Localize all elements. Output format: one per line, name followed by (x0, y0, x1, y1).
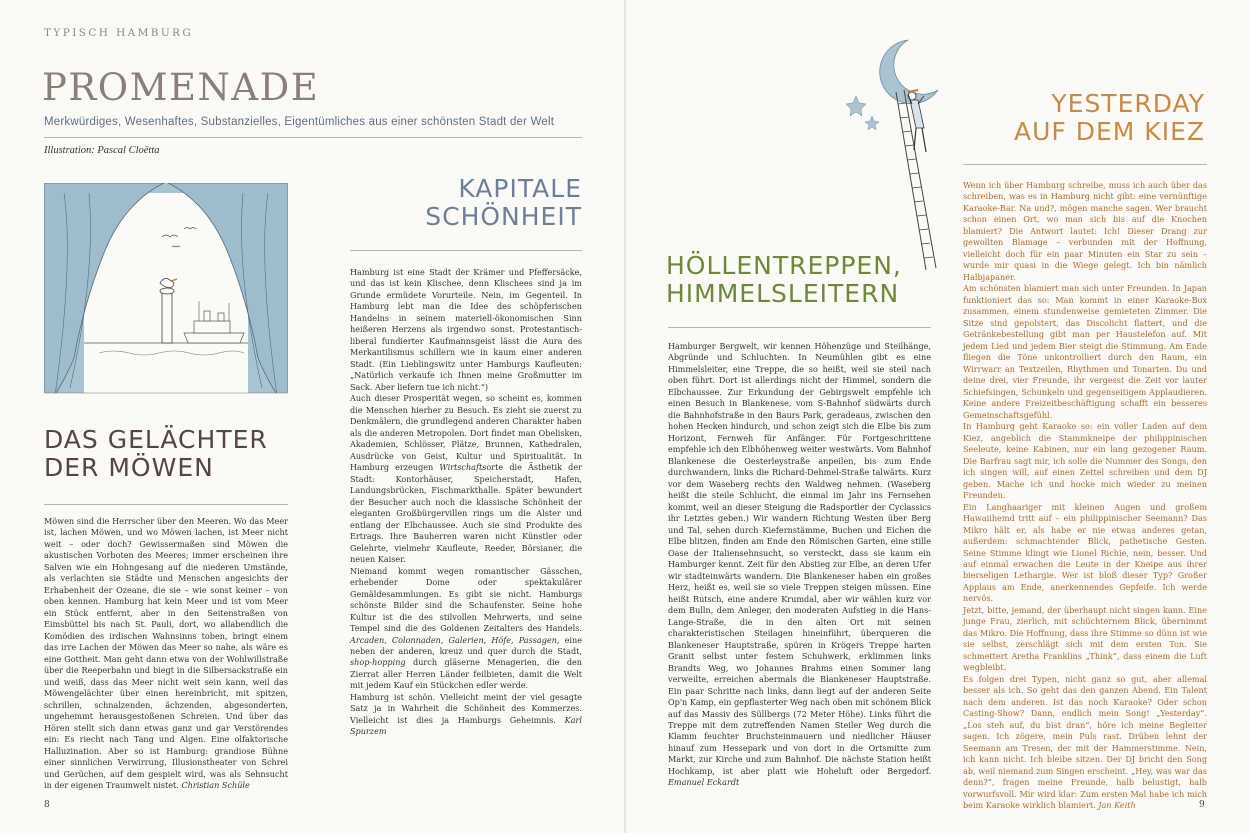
moewen-title (44, 426, 268, 482)
kapitale-title-line2: SCHÖNHEIT (425, 202, 582, 231)
curtain-stage-illustration (44, 183, 288, 411)
kiez-author: Jan Keith (1098, 800, 1136, 811)
kiez-divider (963, 164, 1207, 165)
kiez-para-3: In Hamburg geht Karaoke so: ein voller Laden auf dem Kiez, angeblich die Stammkneipe der philippinischen Seeleute, keine Kabinen, nur ein lang gezogener Raum. Die Barfrau sagt mir, ich solle die Nummer des Songs, den ich singen will, auf einen Zettel schreiben und dem DJ geben. Mache ich und hocke mich wieder zu meinen Freunden. (963, 421, 1207, 501)
kapitale-para-3-b: eine neben der anderen, kreuz und quer durch die Stadt, (350, 634, 582, 656)
page-gutter (624, 0, 626, 833)
kapitale-divider (350, 250, 582, 251)
hoelle-title-line2: HIMMELSLEITERN (666, 279, 900, 308)
kiez-para-1: Wenn ich über Hamburg schreibe, muss ich auch über das schreiben, was es in Hamburg nicht gibt: eine vernünftige Karaoke-Bar. Na und?, mögen manche sagen. Wer braucht schon einen Ort, wo man sich bis auf die Knochen blamiert? Die Antwort lautet: Ich! Dieser Drang zur gewollten Blamage – verbunden mit der Hoffnung, vielleicht doch für ein paar Minuten ein Star zu sein – wurde mir quasi in die Wiege gelegt. Ich bin nämlich Halbjapaner. (963, 180, 1207, 282)
moewen-title-line2: DER MÖWEN (44, 453, 214, 482)
kapitale-para-2-b: orte die Ästhetik der Stadt: Kontorhäuser, Speicherstadt, Hafen, Landungsbrücken, Fischmarkthalle. Später bewundert der Besucher auch noch die klassische Schönheit der eleganten Großbürgervillen rings um die Alster und entlang der Elbchaussee. Auch sie sind Produkte des Ertrags. Ihre Bauherren waren nicht Künstler oder Gelehrte, vielmehr Kaufleute, Reeder, Börsianer, die neuen Kaiser. (350, 462, 582, 565)
moewen-title-line1: DAS GELÄCHTER (44, 425, 268, 454)
kiez-para-2: Am schönsten blamiert man sich unter Freunden. In Japan funktioniert das so: Man kommt in einer Karaoke-Box zusammen, einem stundenweise gemieteten Zimmer. Die Sitze sind gepolstert, das Discolicht flattert, und die Getränkebestellung gibt man per Haustelefon auf. Mit jedem Lied und jedem Bier steigt die Stimmung. Am Ende fliegen die Töne unkontrolliert durch den Raum, ein Wirrwarr an Textzeilen, Rhythmen und Tonarten. Du und deine drei, vier Freunde, ihr vergesst die Zeit vor lauter Schiefsingen, Schunkeln und gegenseitigem Applaudieren. Keine andere Freizeitbeschäftigung schafft ein besseres Gemeinschaftsgefühl. (963, 283, 1207, 420)
hoelle-author: Emanuel Eckardt (668, 777, 740, 788)
moewen-article-body (44, 516, 288, 792)
kiez-title-line1: YESTERDAY (1051, 89, 1205, 118)
kapitale-para-2 (350, 393, 582, 565)
page-number-left: 8 (44, 800, 50, 810)
title-divider (44, 137, 582, 138)
moewen-divider (44, 504, 288, 505)
kapitale-para-2-a: Auch dieser Prosperität wegen, so scheint es, kommen die Menschen hierher zu Besuch. Es zieht sie zuerst zu Denkmälern, die grundlegend anderen Charakter haben als die anderen Metropolen. Dort findet man Obelisken, Akademien, Schlösser, Plätze, Brunnen, Kathedralen, Ausdrücke von Geist, Kultur und Spiritualität. In Hamburg erzeugen (350, 393, 582, 473)
hoelle-body-text: Hamburger Bergwelt, wir kennen Höhenzüge und Steilhänge, Abgründe und Schluchten. In Neumühlen gibt es eine Himmelsleiter, eine Treppe, die so heißt, weil sie steil nach oben führt. Dort ist allerdings nicht der Himmel, sondern die Elbchaussee. Zur Erkundung der Gebirgswelt empfehle ich einen Besuch in Blankenese, vom S-Bahnhof südwärts durch die Bahnhofstraße in den Baurs Park, geradeaus, zwischen den hohen Hecken hindurch, und schon zeigt sich die Elbe bis zum Horizont, Fernweh für Anfänger. Für Fortgeschrittene empfehle ich den Elbhöhenweg weiter westwärts. Vom Bahnhof Blankenese die Oesterleystraße anpeilen, bis zum Ende durchwandern, links die Richard-Dehmel-Straße talwärts. Kurz vor dem Waseberg rechts den Waldweg nehmen. (Waseberg heißt die steile Schlucht, die einmal im Jahr ins Fernsehen kommt, weil an dieser Steigung die Radsportler der Cyclassics ihr Letztes geben.) Wir wandern Richtung Westen über Berg und Tal, sehen durch Kiefernstämme, Buchen und Eichen die Elbe blitzen, finden am Ende den Römischen Garten, eine stille Oase der Italiensehnsucht, so versteckt, dass sie kaum ein Hamburger kennt. Zeit für den Abstieg zur Elbe, an deren Ufer wir stadteinwärts wandern. Die Blankeneser haben ein großes Herz, heißt es, weil sie so viele Treppen steigen müssen. Eine heißt Rutsch, eine andere Krumdal, aber wir wählen kurz vor dem Bulln, dem Anleger, den moderaten Aufstieg in die Hans-Lange-Straße, die in den alten Ort mit seinen charakteristischen Steilagen hineinführt, überqueren die Blankeneser Hauptstraße, spüren in Krögers Treppe harten Granit selbst unter festem Schuhwerk, erklimmen links Brandts Weg, wo Johannes Brahms einen Sommer lang verweilte, erreichen abermals die Blankeneser Hauptstraße. Ein paar Schritte nach links, dann liegt auf der anderen Seite Op'n Kamp, ein gepflasterter Weg nach oben mit schönem Blick auf das Massiv des Süllbergs (72 Meter Höhe). Links führt die Treppe mit dem zutreffenden Namen Steiler Weg durch die Klamm feuchter Bruchsteinmauern und niedlicher Häuser hinauf zum Hessepark und von dort in die Ortsmitte zum Markt, zur Kirche und zum Bahnhof. Die nächste Station heißt Hochkamp, ist aber platt wie Hoheluft oder Bergedorf. (668, 341, 931, 776)
kapitale-title-line1: KAPITALE (458, 174, 582, 203)
kapitale-para-3-c: durch gläserne Menagerien, die den Zierrat aller Herren Länder feilbieten, damit die Welt mit jedem Kauf ein Stückchen edler werde. (350, 657, 583, 691)
illustration-credit: Illustration: Pascal Cloëtta (44, 145, 160, 156)
hoelle-article-body (668, 341, 931, 789)
kapitale-article-body (350, 267, 582, 738)
kiez-para-4: Ein Langhaariger mit kleinen Augen und großem Hawaiihemd tritt auf – ein philippinischer Seemann? Das Mikro hält er, als habe er nie etwas anderes getan, außerdem: schmachtender Blick, pathetische Gesten. Seine Stimme klingt wie Lionel Richie, nein, besser. Und auf einmal erwachen die Leute in der Kneipe aus ihrer bierseligen Lethargie. Wer ist bloß dieser Typ? Großer Applaus am Ende, anerkennendes Gepfeife. Ich werde nervös. (963, 501, 1207, 604)
kapitale-title (420, 175, 582, 231)
kiez-title-line2: AUF DEM KIEZ (1014, 117, 1205, 146)
hoelle-divider (668, 327, 931, 328)
hoelle-title (666, 252, 902, 308)
moewen-author: Christian Schüle (181, 780, 250, 791)
kiez-para-6 (963, 674, 1207, 812)
kapitale-para-3-a: Niemand kommt wegen romantischer Gässchen, erhebender Dome oder spektakulärer Gemäldesammlungen. Es gibt sie nicht. Hamburgs schönste Bilder sind die Schaufenster. Seine hohe Kultur ist die des stilvollen Mehrwerts, und seine Tempel sind die des Goldenen Zeitalters des Handels. (350, 565, 582, 634)
page-title: PROMENADE (42, 66, 320, 109)
kapitale-para-3-em1: Arcaden, Colonnaden, Galerien, Höfe, Passagen, (350, 634, 560, 645)
kiez-para-5: Jetzt, bitte, jemand, der überhaupt nicht singen kann. Eine junge Frau, zierlich, mit schüchternem Blick, übernimmt das Mikro. Die Hoffnung, dass ihre Stimme so dünn ist wie sie selbst, zerschlägt sich mit dem ersten Ton. Sie schmettert Aretha Franklins „Think“, dass einem die Luft wegbleibt. (963, 604, 1207, 673)
kapitale-para-2-em: Wirtschafts (439, 462, 487, 473)
kapitale-para-4 (350, 692, 582, 738)
page-number-right: 9 (1199, 800, 1205, 810)
kapitale-para-4-text: Hamburg ist schön. Vielleicht meint der viel gesagte Satz ja in Wahrheit die Schönheit des Kommerzes. Vielleicht ist dies ja Hamburgs Geheimnis. (350, 691, 582, 725)
kapitale-para-1: Hamburg ist eine Stadt der Krämer und Pfeffersäcke, und das ist kein Klischee, denn Klischees sind ja im Grunde ermüdete Vorurteile. Nein, im Gegenteil. In Hamburg lebt man die Idee des schöpferischen Handelns in seinem materiell-ökonomischen Sinn heißeren Herzens als irgendwo sonst. Protestantisch-liberal fundierter Kaufmannsgeist lässt die Aura des Merkantilismus schillern wie in kaum einer anderen Stadt. (Ein Lieblingswitz unter Hamburgs Kaufleuten: „Natürlich verkaufe ich Ihnen meine Großmutter im Sack. Aber liefern tue ich nicht.“) (350, 267, 582, 392)
hoelle-title-line1: HÖLLENTREPPEN, (666, 251, 902, 280)
kapitale-author: Karl Spurzem (350, 714, 582, 737)
page-subtitle: Merkwürdiges, Wesenhaftes, Substanzielles, Eigentümliches aus einer schönsten Stadt der Welt (44, 116, 555, 128)
kapitale-para-3 (350, 566, 582, 692)
section-label: TYPISCH HAMBURG (44, 27, 194, 39)
kapitale-para-3-em2: shop-hopping (350, 657, 406, 668)
kiez-para-6-text: Es folgen drei Typen, nicht ganz so gut, aber allemal besser als ich. So geht das den ganzen Abend. Ein Talent nach dem anderen. Ist das noch Karaoke? Oder schon Casting-Show? Dann, endlich mein Song! „Yesterday“. „Los steh auf, du bist dran“, höre ich meine Begleiter sagen. Ich zögere, mein Puls rast. Drüben lehnt der Seemann am Tresen, der mit der Hammerstimme. Nein, ich kann nicht. Ich bleibe sitzen. Der DJ bricht den Song ab, weil niemand zum Singen erscheint. „Hey, was war das denn?“, fragen meine Freunde, halb belustigt, halb vorwurfsvoll. Mir wird klar: Zum ersten Mal habe ich mich beim Karaoke wirklich blamiert. (963, 673, 1207, 811)
kiez-title (990, 90, 1205, 146)
moon-ladder-illustration (838, 32, 948, 272)
moewen-body-text: Möwen sind die Herrscher über den Meeren. Wo das Meer ist, lachen Möwen, und wo Möwen lachen, ist Meer nicht weit – oder doch? Gewissermaßen sind Möwen die akustischen Vorboten des Meeres; immer erscheinen ihre Salven wie ein Hohngesang auf die niederen Umstände, als verlachten sie Städte und Menschen angesichts der Erhabenheit der Ozeane, die sie – wie sonst keiner – von oben kennen. Hamburg hat kein Meer und ist vom Meer ein Stück entfernt, aber in den Seitenstraßen von Eimsbüttel bis nach St. Pauli, dort, wo allabendlich die Komödien des irdischen Wahnsinns toben, bringt einem das irre Lachen der Möwen das Meer so nahe, als wäre es eine Gottheit. Man geht dann etwa von der Wohlwillstraße über die Reeperbahn und biegt in die Silbersackstraße ein und weiß, dass das Meer nicht weit sein kann, weil das Möwengelächter über einen hereinbricht, mit spitzen, schrillen, schnalzenden, ächzenden, abgesonderten, ungehemmt herausgestoßenen Schreien. Und über das Hören stellt sich dann etwas ganz und gar Verstörendes ein: Es riecht nach Tang und Algen. Eine olfaktorische Halluzination. Aber so ist Hamburg: grandiose Bühne einer sinnlichen Verwirrung, Illusionstheater von Schrei und Gerüchen, auf dem gespielt wird, was als Sehnsucht in der eigenen Traumwelt nistet. (44, 516, 288, 791)
kiez-article-body (963, 180, 1207, 812)
